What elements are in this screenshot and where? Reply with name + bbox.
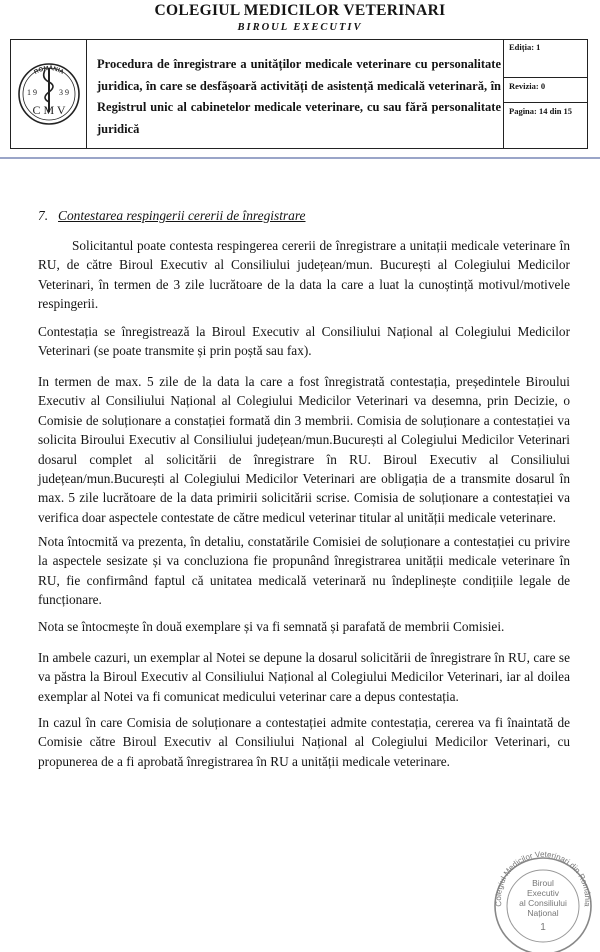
stamp-line-3: al Consiliului <box>519 898 567 908</box>
document-header-box <box>10 39 588 149</box>
paragraph-4: Nota întocmită va prezenta, în detaliu, constatările Comisiei de soluționare a contestației cu privire la aspectele sesizate și va concluziona fie propunând înregistrarea unității medicale veterinare în RU, fie confirmând faptul că unitatea medicală veterinară nu îndeplinește condițiile legale de funcționare. <box>38 534 570 608</box>
stamp-number: 1 <box>540 922 546 933</box>
paragraph-7: In cazul în care Comisia de soluționare a contestației admite contestația, cererea va fi înaintată de Comisie către Biroul Executiv al Consiliului Național al Colegiului Medicilor Veterinari, cu propunerea de a fi aprobată înregistrarea în RU a unității medicale veterinare. <box>38 715 570 769</box>
paragraph-3: In termen de max. 5 zile de la data la care a fost înregistrată contestația, președintele Biroului Executiv al Consiliului Național al Colegiului Medicilor Veterinari va desemna, prin Decizie, o Comisie de soluționare a constației formată din 3 membrii. Comisia de soluționare a contestației va solicita Biroului Executiv al Consiliului județean/mun.București al Colegiului Medicilor Veterinari dosarul complet al solicitării de înregistrare în RU. Biroul Executiv al Consiliului județean/mun.București al Colegiului Medicilor Veterinari are obligația de a transmite dosarul în max. 5 zile lucrătoare de la data primirii solicitării scrise. Comisia de soluționare a contestației va verifica doar aspectele contestate de către medicul veterinar titular al unității medicale veterinare. <box>38 374 570 525</box>
procedure-title: Procedura de înregistrare a unităților medicale veterinare cu personalitate juridica, în care se desfășoară activități de asistență medicală veterinară, în Registrul unic al cabinetelor medicale veterinare, cu sau fără personalitate juridică <box>97 57 501 136</box>
logo-year-right: 3 9 <box>59 88 69 97</box>
edition-label: Ediția: 1 <box>509 42 541 52</box>
stamp-line-4: Național <box>527 908 559 918</box>
stamp-line-1: Biroul <box>532 878 554 888</box>
logo-year-left: 1 9 <box>27 88 37 97</box>
section-heading <box>38 208 306 224</box>
official-stamp <box>488 848 596 952</box>
logo-initials: C M V <box>32 103 66 117</box>
document-meta <box>503 40 587 148</box>
paragraph-2: Contestația se înregistrează la Biroul Executiv al Consiliului Național al Colegiului Medicilor Veterinari (se poate transmite și prin poștă sau fax). <box>38 324 570 359</box>
section-title: Contestarea respingerii cererii de înregistrare <box>58 208 306 223</box>
header-divider <box>0 157 600 159</box>
cmv-logo <box>11 40 87 148</box>
revision-label: Revizia: 0 <box>504 77 587 91</box>
stamp-line-2: Executiv <box>526 888 560 898</box>
stamp-ring-text: Colegiul Medicilor Veterinari din România <box>493 849 593 908</box>
org-subtitle: BIROUL EXECUTIV <box>237 22 363 33</box>
paragraph-1: Solicitantul poate contesta respingerea cererii de înregistrare a unitații medicale veterinare în RU, de către Biroul Executiv al Consiliului județean/mun. București al Colegiului Medicilor Veterinari, în termen de 3 zile lucrătoare de la data la care a luat la cunoștință motivul/motivele respingerii. <box>38 238 570 312</box>
paragraph-6: In ambele cazuri, un exemplar al Notei se depune la dosarul solicitării de înregistrare în RU, care se va păstra la Biroul Executiv al Consiliului Național al Colegiului Medicilor Veterinari, iar al doilea exemplar al Notei va fi comunicat medicului veterinar care a depus contestația. <box>38 650 570 704</box>
org-title: COLEGIUL MEDICILOR VETERINARI <box>154 2 446 19</box>
logo-top-text: ROMÂNIA <box>33 65 65 76</box>
page-number-label: Pagina: 14 din 15 <box>504 102 587 116</box>
paragraph-5: Nota se întocmește în două exemplare și va fi semnată și parafată de membrii Comisiei. <box>38 619 505 634</box>
cmv-emblem-icon <box>15 48 83 140</box>
section-number: 7. <box>38 208 49 223</box>
